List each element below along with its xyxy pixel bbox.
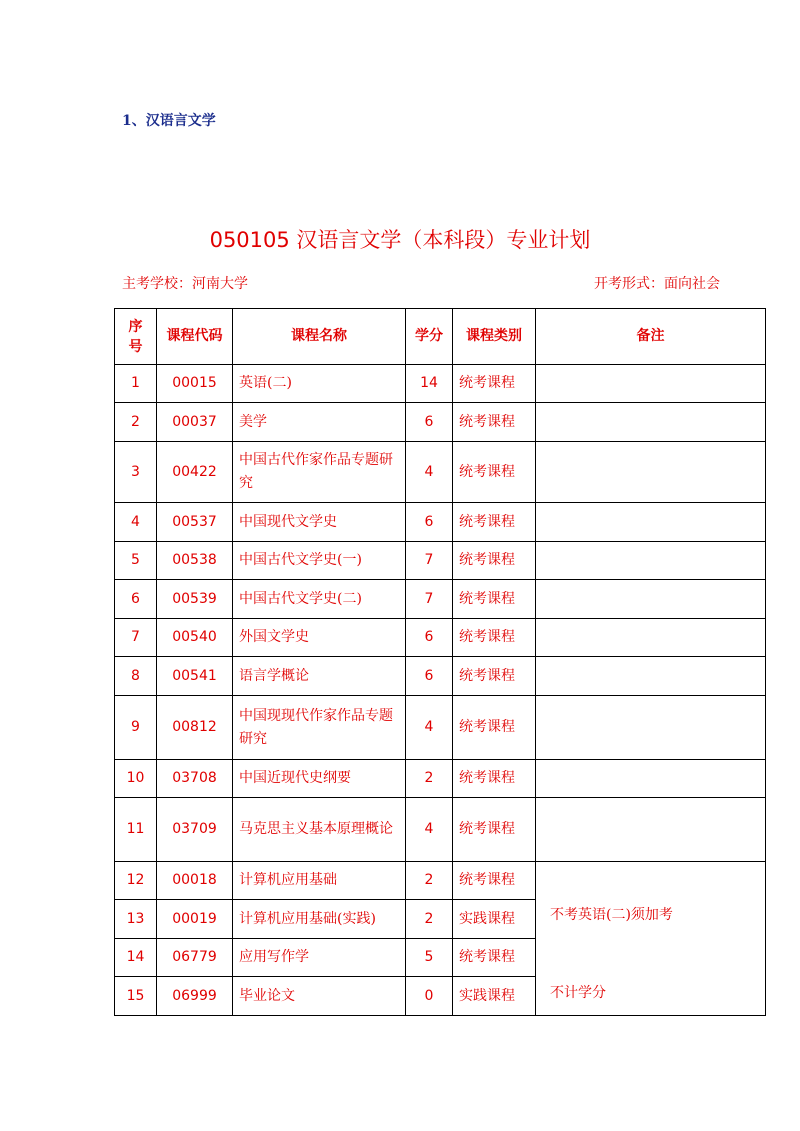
row-credit: 14 bbox=[406, 365, 453, 403]
course-plan-table bbox=[114, 308, 766, 1016]
row-name: 马克思主义基本原理概论 bbox=[233, 798, 406, 862]
row-code: 03708 bbox=[157, 760, 233, 798]
row-type: 统考课程 bbox=[453, 760, 536, 798]
row-index: 2 bbox=[115, 403, 157, 442]
section-heading: 1、汉语言文学 bbox=[122, 113, 216, 129]
row-credit: 7 bbox=[406, 580, 453, 619]
row-name: 美学 bbox=[233, 403, 406, 442]
row-remark bbox=[536, 619, 766, 657]
row-type: 统考课程 bbox=[453, 862, 536, 900]
row-credit: 6 bbox=[406, 403, 453, 442]
table-row bbox=[115, 619, 766, 657]
row-remark bbox=[536, 442, 766, 503]
row-credit: 7 bbox=[406, 542, 453, 580]
table-row bbox=[115, 365, 766, 403]
row-name: 英语(二) bbox=[233, 365, 406, 403]
row-index: 3 bbox=[115, 442, 157, 503]
row-code: 00019 bbox=[157, 900, 233, 939]
row-credit: 4 bbox=[406, 696, 453, 760]
row-index: 9 bbox=[115, 696, 157, 760]
row-remark bbox=[536, 403, 766, 442]
header-remark: 备注 bbox=[536, 309, 766, 365]
table-row bbox=[115, 760, 766, 798]
table-row bbox=[115, 442, 766, 503]
header-name: 课程名称 bbox=[233, 309, 406, 365]
row-type: 统考课程 bbox=[453, 365, 536, 403]
row-name: 计算机应用基础 bbox=[233, 862, 406, 900]
row-index: 11 bbox=[115, 798, 157, 862]
row-name: 中国现代文学史 bbox=[233, 503, 406, 542]
table-row bbox=[115, 862, 766, 900]
row-code: 00538 bbox=[157, 542, 233, 580]
remark-thesis-note: 不计学分 bbox=[550, 984, 606, 1001]
row-code: 00018 bbox=[157, 862, 233, 900]
row-index: 14 bbox=[115, 939, 157, 977]
table-row bbox=[115, 542, 766, 580]
table-row bbox=[115, 403, 766, 442]
row-index: 4 bbox=[115, 503, 157, 542]
row-name: 中国古代文学史(二) bbox=[233, 580, 406, 619]
row-code: 00541 bbox=[157, 657, 233, 696]
exam-school: 主考学校：河南大学 bbox=[122, 276, 248, 292]
row-credit: 2 bbox=[406, 900, 453, 939]
row-credit: 6 bbox=[406, 657, 453, 696]
row-code: 00037 bbox=[157, 403, 233, 442]
row-index: 6 bbox=[115, 580, 157, 619]
row-name: 中国古代作家作品专题研究 bbox=[233, 442, 406, 503]
row-index: 12 bbox=[115, 862, 157, 900]
row-credit: 4 bbox=[406, 798, 453, 862]
row-credit: 6 bbox=[406, 619, 453, 657]
row-type: 统考课程 bbox=[453, 442, 536, 503]
row-code: 06999 bbox=[157, 977, 233, 1016]
row-name: 外国文学史 bbox=[233, 619, 406, 657]
row-type: 统考课程 bbox=[453, 619, 536, 657]
row-remark bbox=[536, 365, 766, 403]
header-code: 课程代码 bbox=[157, 309, 233, 365]
row-remark bbox=[536, 798, 766, 862]
row-index: 5 bbox=[115, 542, 157, 580]
table-row bbox=[115, 580, 766, 619]
row-code: 00539 bbox=[157, 580, 233, 619]
row-credit: 2 bbox=[406, 862, 453, 900]
row-index: 1 bbox=[115, 365, 157, 403]
row-credit: 0 bbox=[406, 977, 453, 1016]
table-row bbox=[115, 798, 766, 862]
row-index: 13 bbox=[115, 900, 157, 939]
row-type: 统考课程 bbox=[453, 939, 536, 977]
header-index: 序 号 bbox=[115, 309, 157, 365]
row-name: 计算机应用基础(实践) bbox=[233, 900, 406, 939]
row-type: 统考课程 bbox=[453, 657, 536, 696]
row-type: 统考课程 bbox=[453, 696, 536, 760]
remark-merged-cell bbox=[536, 862, 766, 1016]
page-title: 050105 汉语言文学（本科段）专业计划 bbox=[209, 228, 591, 252]
row-type: 统考课程 bbox=[453, 403, 536, 442]
row-index: 7 bbox=[115, 619, 157, 657]
row-name: 应用写作学 bbox=[233, 939, 406, 977]
row-code: 00540 bbox=[157, 619, 233, 657]
table-row bbox=[115, 657, 766, 696]
row-index: 10 bbox=[115, 760, 157, 798]
row-index: 15 bbox=[115, 977, 157, 1016]
row-remark bbox=[536, 580, 766, 619]
table-header-row bbox=[115, 309, 766, 365]
row-remark bbox=[536, 503, 766, 542]
row-credit: 2 bbox=[406, 760, 453, 798]
row-code: 00422 bbox=[157, 442, 233, 503]
row-type: 统考课程 bbox=[453, 503, 536, 542]
row-index: 8 bbox=[115, 657, 157, 696]
table-row bbox=[115, 696, 766, 760]
row-name: 中国现现代作家作品专题研究 bbox=[233, 696, 406, 760]
exam-form: 开考形式：面向社会 bbox=[594, 276, 720, 292]
row-credit: 6 bbox=[406, 503, 453, 542]
row-type: 统考课程 bbox=[453, 542, 536, 580]
row-code: 00537 bbox=[157, 503, 233, 542]
row-type: 统考课程 bbox=[453, 580, 536, 619]
row-remark bbox=[536, 760, 766, 798]
row-name: 中国近现代史纲要 bbox=[233, 760, 406, 798]
row-type: 实践课程 bbox=[453, 977, 536, 1016]
table-row bbox=[115, 503, 766, 542]
row-code: 03709 bbox=[157, 798, 233, 862]
row-credit: 4 bbox=[406, 442, 453, 503]
row-type: 统考课程 bbox=[453, 798, 536, 862]
row-remark bbox=[536, 657, 766, 696]
row-name: 中国古代文学史(一) bbox=[233, 542, 406, 580]
row-name: 语言学概论 bbox=[233, 657, 406, 696]
row-remark bbox=[536, 542, 766, 580]
row-type: 实践课程 bbox=[453, 900, 536, 939]
row-credit: 5 bbox=[406, 939, 453, 977]
row-name: 毕业论文 bbox=[233, 977, 406, 1016]
header-type: 课程类别 bbox=[453, 309, 536, 365]
remark-english-note: 不考英语(二)须加考 bbox=[550, 906, 673, 923]
row-remark bbox=[536, 696, 766, 760]
header-credit: 学分 bbox=[406, 309, 453, 365]
row-code: 00812 bbox=[157, 696, 233, 760]
row-code: 00015 bbox=[157, 365, 233, 403]
row-code: 06779 bbox=[157, 939, 233, 977]
